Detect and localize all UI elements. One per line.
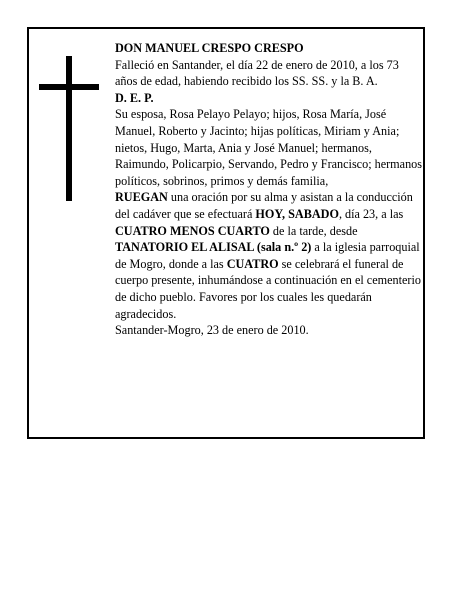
ruegan-label: RUEGAN	[115, 190, 168, 205]
request-text-5: se celebrará el funeral de cuerpo presente, inhumándose a continuación en el cementerio de dicho pueblo. Favores por los cuales les quedarán agradecidos.	[115, 256, 421, 321]
request-text-4: a la iglesia parroquial de Mogro, donde a las	[115, 240, 420, 271]
funeral-request	[115, 189, 423, 322]
dep-heading: D. E. P.	[115, 90, 154, 105]
obituary-notice	[27, 27, 425, 439]
family-list: Su esposa, Rosa Pelayo Pelayo; hijos, Rosa María, José Manuel, Roberto y Jacinto; hijas políticas, Miriam y Ania; nietos, Hugo, Marta, Ania y José Manuel; hermanos, Raimundo, Policarpio, Servando, Pedro y Francisco; hermanos políticos, sobrinos, primos y demás familia,	[115, 107, 423, 188]
death-info: Falleció en Santander, el día 22 de enero de 2010, a los 73 años de edad, habiendo recibido los SS. SS. y la B. A.	[115, 57, 399, 89]
departure-time: CUATRO MENOS CUARTO	[115, 223, 270, 238]
cross-vertical-bar	[66, 56, 72, 201]
request-text-1: una oración por su alma y asistan a la conducción del cadáver que se efectuará	[115, 190, 413, 221]
request-text-2: , día 23, a las	[338, 206, 404, 221]
hoy-sabado: HOY, SABADO	[255, 206, 339, 221]
place-date: Santander-Mogro, 23 de enero de 2010.	[115, 323, 309, 338]
notice-text	[115, 40, 423, 339]
cross-icon	[39, 56, 99, 201]
request-text-3: de la tarde, desde	[269, 223, 358, 238]
deceased-name: DON MANUEL CRESPO CRESPO	[115, 41, 304, 55]
funeral-time: CUATRO	[226, 256, 279, 271]
tanatorio-location: TANATORIO EL ALISAL (sala n.º 2)	[115, 240, 312, 255]
cross-horizontal-bar	[39, 84, 99, 90]
